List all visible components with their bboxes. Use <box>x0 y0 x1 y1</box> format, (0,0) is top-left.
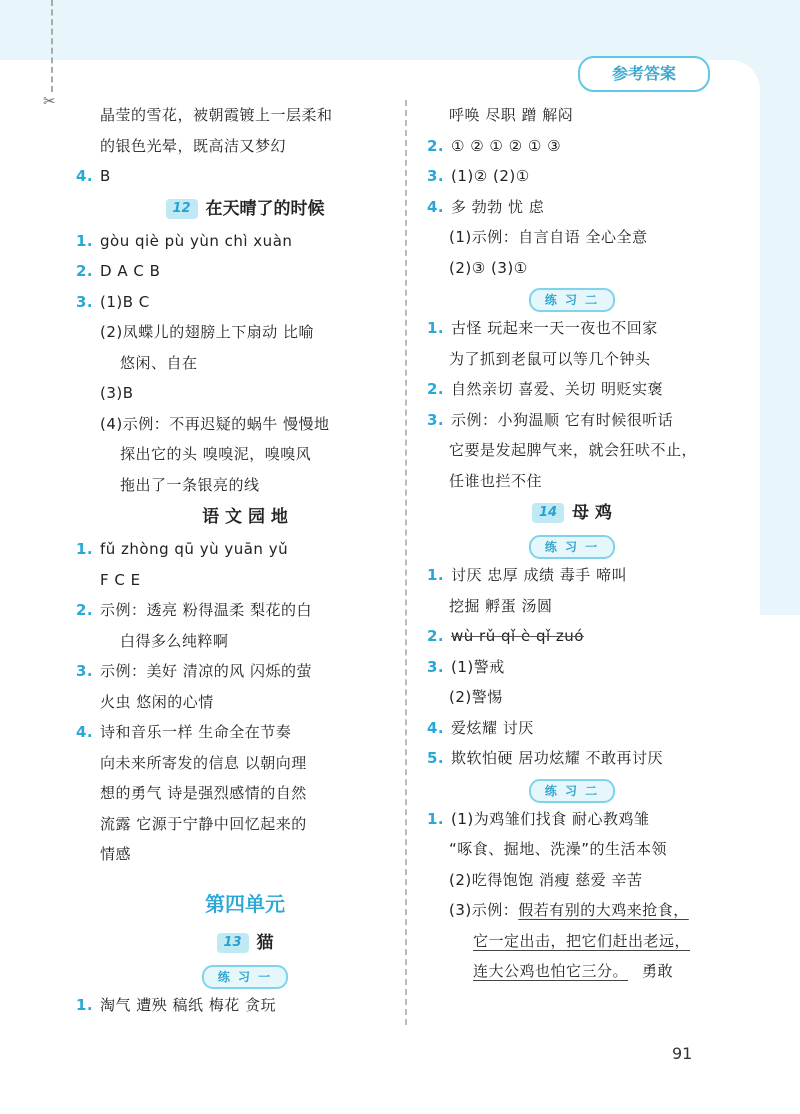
item-text: 多 勃勃 忧 虑 <box>451 197 545 216</box>
item-number: 2. <box>427 380 445 398</box>
text-line: 任谁也拦不住 <box>449 471 543 490</box>
lesson-title: 母 鸡 <box>572 503 612 523</box>
text-line: “啄食、掘地、洗澡”的生活本领 <box>449 840 668 858</box>
item-text: 示例：小狗温顺 它有时候很听话 <box>451 410 674 429</box>
lesson-heading <box>100 926 390 960</box>
text-line: 拖出了一条银亮的线 <box>120 475 260 494</box>
item-number: 3. <box>427 410 445 429</box>
text-line: 悠闲、自在 <box>120 353 198 372</box>
left-column <box>76 100 390 1020</box>
item-text: (1)② (2)① <box>451 167 530 185</box>
practice-label <box>427 774 717 804</box>
text-line: 的银色光晕，既高洁又梦幻 <box>100 136 287 155</box>
item-number: 2. <box>427 627 445 645</box>
lesson-title: 猫 <box>256 932 274 953</box>
underlined-text: 连大公鸡也怕它三分。 <box>473 962 629 980</box>
item-number: 3. <box>76 662 94 680</box>
practice-label <box>427 530 717 560</box>
item-number: 1. <box>427 566 445 584</box>
unit-title: 第四单元 <box>205 891 285 916</box>
cut-line <box>51 0 53 92</box>
practice-label <box>427 283 717 313</box>
lesson-number-badge: 14 <box>532 503 564 523</box>
underlined-text: 假若有别的大鸡来抢食， <box>518 901 689 919</box>
item-text: (1)警戒 <box>451 657 505 676</box>
text-line: (2)③ (3)① <box>449 258 528 277</box>
answer-key-tag: 参考答案 <box>578 56 710 92</box>
item-text: 古怪 玩起来一天一夜也不回家 <box>451 319 658 337</box>
column-divider <box>405 100 407 1025</box>
practice-label-text: 练 习 一 <box>202 965 288 989</box>
item-number: 4. <box>76 167 94 185</box>
item-text: 示例：透亮 粉得温柔 梨花的白 <box>100 601 313 619</box>
answer-item <box>76 161 390 192</box>
text-line: 晶莹的雪花，被朝霞镀上一层柔和 <box>100 106 333 124</box>
example-label: (3)示例： <box>449 901 519 919</box>
item-text: D A C B <box>100 262 161 280</box>
item-number: 1. <box>76 995 94 1014</box>
item-text: B <box>100 167 111 185</box>
text-line: (3)B <box>100 384 134 402</box>
answer-item <box>427 560 717 591</box>
item-number: 2. <box>76 601 94 619</box>
text-line <box>427 895 717 926</box>
item-number: 3. <box>427 167 445 185</box>
answer-item <box>76 226 390 257</box>
lesson-heading <box>427 496 717 530</box>
lesson-number-badge: 13 <box>217 933 249 953</box>
answer-item <box>427 621 717 652</box>
answer-item <box>427 313 717 344</box>
item-text: ① ② ① ② ① ③ <box>451 136 562 155</box>
answer-item <box>76 990 390 1021</box>
answer-item <box>76 287 390 318</box>
text-line <box>427 926 717 957</box>
item-number: 3. <box>427 657 445 676</box>
answer-item <box>427 652 717 683</box>
text-line: F C E <box>100 570 141 589</box>
item-number: 5. <box>427 749 445 767</box>
text-line <box>427 956 717 987</box>
text-line: 情感 <box>100 845 132 863</box>
answer-item <box>427 405 717 436</box>
text-line: 想的勇气 诗是强烈感情的自然 <box>100 784 307 802</box>
scissors-icon: ✂ <box>43 92 56 110</box>
answer-item <box>76 595 390 626</box>
lesson-title: 在天晴了的时候 <box>205 198 325 219</box>
lesson-heading <box>100 192 390 226</box>
answer-word: 勇敢 <box>642 962 674 980</box>
text-line: 挖掘 孵蛋 汤圆 <box>449 596 553 615</box>
practice-label-text: 练 习 二 <box>529 288 615 312</box>
text-line: 流露 它源于宁静中回忆起来的 <box>100 814 307 833</box>
answer-item <box>76 534 390 565</box>
answer-item <box>427 192 717 223</box>
text-line: (2)吃得饱饱 消瘦 慈爱 辛苦 <box>449 870 643 889</box>
answer-item <box>76 656 390 687</box>
text-line: (4)示例：不再迟疑的蜗牛 慢慢地 <box>100 414 330 433</box>
text-line: 探出它的头 嗅嗅泥，嗅嗅风 <box>120 445 312 463</box>
answer-item <box>76 256 390 287</box>
answer-item <box>427 161 717 192</box>
item-number: 3. <box>76 292 94 311</box>
text-line: (2)凤蝶儿的翅膀上下扇动 比喻 <box>100 323 315 341</box>
text-line: 它要是发起脾气来，就会狂吠不止， <box>449 441 698 459</box>
item-text: 示例：美好 清凉的风 闪烁的萤 <box>100 662 313 680</box>
item-text: 欺软怕硬 居功炫耀 不敢再讨厌 <box>451 749 664 767</box>
text-line: 为了抓到老鼠可以等几个钟头 <box>449 349 651 368</box>
item-text: 诗和音乐一样 生命全在节奏 <box>100 723 292 741</box>
item-number: 2. <box>76 262 94 280</box>
page-number: 91 <box>672 1044 693 1063</box>
section-heading: 语 文 园 地 <box>202 507 288 527</box>
underlined-text: 它一定出击，把它们赶出老远， <box>473 931 691 950</box>
item-text: fǔ zhòng qū yù yuān yǔ <box>100 540 289 558</box>
item-text: (1)B C <box>100 292 150 311</box>
lesson-number-badge: 12 <box>166 199 198 219</box>
answer-item <box>427 131 717 162</box>
practice-label <box>100 960 390 990</box>
item-number: 1. <box>76 540 94 558</box>
item-number: 4. <box>427 718 445 737</box>
text-line: 火虫 悠闲的心情 <box>100 692 214 711</box>
item-text: 淘气 遭殃 稿纸 梅花 贪玩 <box>100 995 277 1014</box>
item-number: 1. <box>427 809 445 828</box>
item-number: 2. <box>427 136 445 155</box>
item-text: 爱炫耀 讨厌 <box>451 718 534 737</box>
text-line: 白得多么纯粹啊 <box>120 631 229 650</box>
text-line: (2)警惕 <box>449 688 503 706</box>
text-line: (1)示例：自言自语 全心全意 <box>449 228 648 246</box>
item-text: wù rǔ qǐ è qǐ zuó <box>451 627 584 645</box>
text-line: 呼唤 尽职 蹭 解闷 <box>449 106 574 124</box>
practice-label-text: 练 习 一 <box>529 535 615 559</box>
practice-label-text: 练 习 二 <box>529 779 615 803</box>
answer-item <box>427 374 717 405</box>
item-text: (1)为鸡雏们找食 耐心教鸡雏 <box>451 809 650 828</box>
item-number: 4. <box>427 197 445 216</box>
answer-item <box>427 804 717 835</box>
answer-item <box>427 713 717 744</box>
right-column <box>427 100 717 987</box>
item-number: 4. <box>76 723 94 741</box>
item-number: 1. <box>427 319 445 337</box>
answer-item <box>76 717 390 748</box>
item-text: 自然亲切 喜爱、关切 明贬实褒 <box>451 380 664 398</box>
text-line: 向未来所寄发的信息 以朝向理 <box>100 753 307 772</box>
answer-item <box>427 743 717 774</box>
item-text: 讨厌 忠厚 成绩 毒手 啼叫 <box>451 566 628 584</box>
item-text: gòu qiè pù yùn chì xuàn <box>100 231 293 250</box>
item-number: 1. <box>76 231 94 250</box>
